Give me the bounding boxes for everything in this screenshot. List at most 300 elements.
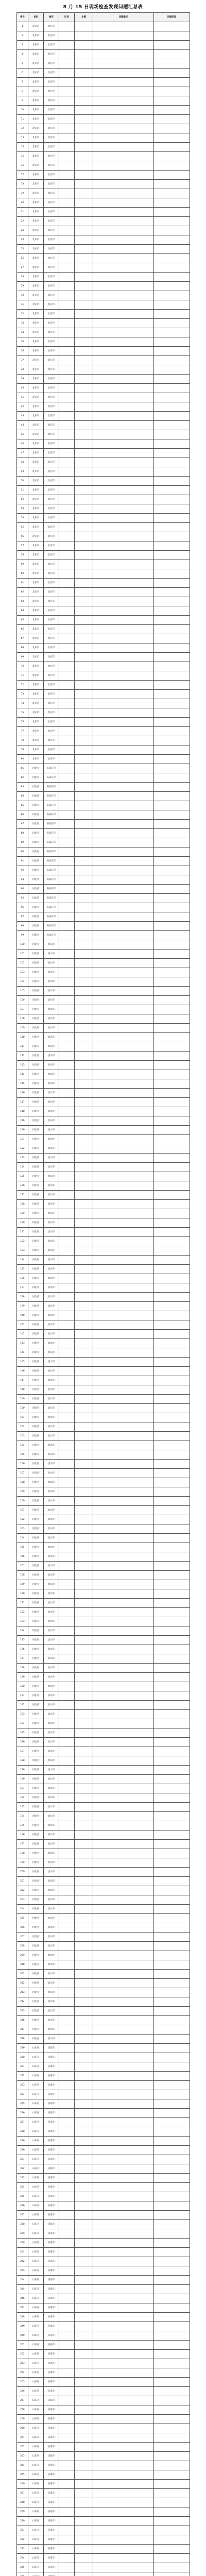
county-cell	[59, 143, 75, 152]
county-cell	[59, 2303, 75, 2313]
province-cell: 河北省	[28, 1636, 44, 1645]
province-cell: 河北省	[28, 1599, 44, 1608]
province-cell: 北京市	[28, 133, 44, 143]
town-cell	[75, 801, 93, 810]
city-cell: 北京市	[44, 337, 59, 347]
row-index-cell: 263	[17, 2452, 28, 2461]
town-cell	[75, 310, 93, 319]
table-row	[17, 1441, 190, 1450]
row-index-cell: 21	[17, 208, 28, 217]
row-index-cell: 265	[17, 2470, 28, 2480]
town-cell	[75, 2480, 93, 2489]
city-cell: 石家庄市	[44, 866, 59, 875]
table-row	[17, 755, 190, 764]
row-index-cell: 72	[17, 681, 28, 690]
county-cell	[59, 217, 75, 226]
province-cell	[28, 2572, 44, 2576]
issue-type-cell	[154, 940, 190, 950]
description-cell	[93, 875, 154, 885]
table-row	[17, 1163, 190, 1172]
row-index-cell: 30	[17, 291, 28, 300]
town-cell	[75, 727, 93, 736]
issue-type-cell	[154, 773, 190, 783]
issue-type-cell	[154, 1404, 190, 1413]
table-row	[17, 1691, 190, 1701]
province-cell: 河北省	[28, 1293, 44, 1302]
province-cell: 山东省	[28, 2044, 44, 2053]
province-cell: 北京市	[28, 124, 44, 133]
county-cell	[59, 1163, 75, 1172]
city-cell: 济南市	[44, 2433, 59, 2443]
province-cell: 河北省	[28, 1821, 44, 1831]
description-cell	[93, 2572, 154, 2576]
row-index-cell: 104	[17, 977, 28, 987]
table-row	[17, 1775, 190, 1784]
row-index-cell: 163	[17, 1524, 28, 1534]
province-cell: 河北省	[28, 1070, 44, 1079]
description-cell	[93, 1766, 154, 1775]
town-cell	[75, 1562, 93, 1571]
province-cell: 河北省	[28, 792, 44, 801]
issue-type-cell	[154, 1181, 190, 1191]
issue-type-cell	[154, 2405, 190, 2415]
issue-type-cell	[154, 625, 190, 634]
city-cell: 唐山市	[44, 1172, 59, 1181]
town-cell	[75, 1784, 93, 1793]
table-row	[17, 2554, 190, 2563]
province-cell: 北京市	[28, 430, 44, 439]
table-row	[17, 1469, 190, 1478]
city-cell: 唐山市	[44, 1979, 59, 1988]
issue-type-cell	[154, 903, 190, 912]
town-cell	[75, 1283, 93, 1293]
town-cell	[75, 1070, 93, 1079]
county-cell	[59, 1228, 75, 1237]
province-cell: 北京市	[28, 263, 44, 273]
city-cell: 唐山市	[44, 1775, 59, 1784]
description-cell	[93, 857, 154, 866]
town-cell	[75, 1793, 93, 1803]
city-cell: 唐山市	[44, 1478, 59, 1487]
description-cell	[93, 1144, 154, 1154]
town-cell	[75, 1181, 93, 1191]
province-cell: 河北省	[28, 1256, 44, 1265]
province-cell: 河北省	[28, 922, 44, 931]
county-cell	[59, 653, 75, 662]
province-cell: 北京市	[28, 393, 44, 402]
county-cell	[59, 2572, 75, 2576]
county-cell	[59, 1098, 75, 1107]
province-cell: 北京市	[28, 198, 44, 208]
city-cell: 唐山市	[44, 968, 59, 977]
issue-type-cell	[154, 1988, 190, 1997]
row-index-cell: 14	[17, 143, 28, 152]
province-cell: 河北省	[28, 1089, 44, 1098]
city-cell: 唐山市	[44, 1265, 59, 1274]
table-row	[17, 402, 190, 412]
table-row	[17, 810, 190, 820]
description-cell	[93, 365, 154, 375]
town-cell	[75, 1812, 93, 1821]
issue-type-cell	[154, 310, 190, 319]
province-cell: 河北省	[28, 968, 44, 977]
table-row	[17, 579, 190, 588]
row-index-cell: 80	[17, 755, 28, 764]
town-cell	[75, 2359, 93, 2368]
county-cell	[59, 2220, 75, 2229]
province-cell: 河北省	[28, 1200, 44, 1209]
city-cell: 石家庄市	[44, 792, 59, 801]
description-cell	[93, 273, 154, 282]
issue-type-cell	[154, 810, 190, 820]
province-cell: 山东省	[28, 2220, 44, 2229]
issue-type-cell	[154, 263, 190, 273]
province-cell: 河北省	[28, 1775, 44, 1784]
table-row	[17, 2127, 190, 2137]
row-index-cell: 214	[17, 1997, 28, 2007]
issue-type-cell	[154, 1237, 190, 1246]
table-row	[17, 1283, 190, 1293]
table-row	[17, 903, 190, 912]
province-cell: 河北省	[28, 1469, 44, 1478]
table-row	[17, 1766, 190, 1775]
issue-type-cell	[154, 1831, 190, 1840]
town-cell	[75, 2498, 93, 2507]
description-cell	[93, 1478, 154, 1487]
province-cell: 河北省	[28, 1942, 44, 1951]
province-cell: 河北省	[28, 1246, 44, 1256]
county-cell	[59, 1701, 75, 1710]
description-cell	[93, 2322, 154, 2331]
province-cell: 山东省	[28, 2480, 44, 2489]
row-index-cell: 125	[17, 1172, 28, 1181]
table-row	[17, 1450, 190, 1460]
description-cell	[93, 2044, 154, 2053]
row-index-cell: 178	[17, 1664, 28, 1673]
county-cell	[59, 2137, 75, 2146]
issue-type-cell	[154, 1098, 190, 1107]
city-cell: 唐山市	[44, 1274, 59, 1283]
county-cell	[59, 2498, 75, 2507]
row-index-cell: 256	[17, 2387, 28, 2396]
province-cell: 河北省	[28, 1274, 44, 1283]
city-cell: 石家庄市	[44, 912, 59, 922]
table-row	[17, 1348, 190, 1358]
town-cell	[75, 226, 93, 235]
issue-type-cell	[154, 2378, 190, 2387]
city-cell: 济南市	[44, 2313, 59, 2322]
row-index-cell: 35	[17, 337, 28, 347]
row-index-cell: 132	[17, 1237, 28, 1246]
county-cell	[59, 198, 75, 208]
issue-type-cell	[154, 1803, 190, 1812]
description-cell	[93, 968, 154, 977]
city-cell: 北京市	[44, 625, 59, 634]
issue-type-cell	[154, 1246, 190, 1256]
town-cell	[75, 643, 93, 653]
table-row	[17, 1580, 190, 1589]
province-cell: 山东省	[28, 2489, 44, 2498]
city-cell: 唐山市	[44, 1293, 59, 1302]
city-cell: 济南市	[44, 2201, 59, 2211]
town-cell	[75, 1320, 93, 1330]
province-cell: 山东省	[28, 2229, 44, 2239]
province-cell: 河北省	[28, 912, 44, 922]
row-index-cell: 218	[17, 2035, 28, 2044]
table-row	[17, 1738, 190, 1747]
header-cell: 问题类型	[154, 13, 190, 22]
description-cell	[93, 2368, 154, 2378]
city-cell: 唐山市	[44, 996, 59, 1005]
row-index-cell: 32	[17, 310, 28, 319]
description-cell	[93, 1246, 154, 1256]
province-cell: 河北省	[28, 764, 44, 773]
province-cell: 河北省	[28, 1367, 44, 1376]
city-cell: 北京市	[44, 681, 59, 690]
table-row	[17, 838, 190, 848]
town-cell	[75, 1608, 93, 1617]
city-cell: 唐山市	[44, 1914, 59, 1923]
row-index-cell: 65	[17, 616, 28, 625]
table-row	[17, 2461, 190, 2470]
province-cell: 河北省	[28, 1923, 44, 1933]
city-cell: 北京市	[44, 115, 59, 124]
province-cell: 河北省	[28, 1747, 44, 1756]
row-index-cell: 228	[17, 2127, 28, 2137]
row-index-cell: 127	[17, 1191, 28, 1200]
city-cell: 唐山市	[44, 1960, 59, 1970]
row-index-cell: 4	[17, 50, 28, 59]
county-cell	[59, 1070, 75, 1079]
issue-type-cell	[154, 1664, 190, 1673]
description-cell	[93, 792, 154, 801]
province-cell: 河北省	[28, 1404, 44, 1413]
town-cell	[75, 189, 93, 198]
row-index-cell: 60	[17, 569, 28, 579]
description-cell	[93, 171, 154, 180]
table-row	[17, 922, 190, 931]
province-cell: 山东省	[28, 2443, 44, 2452]
province-cell: 北京市	[28, 384, 44, 393]
province-cell: 北京市	[28, 50, 44, 59]
town-cell	[75, 2452, 93, 2461]
county-cell	[59, 1293, 75, 1302]
town-cell	[75, 430, 93, 439]
province-cell: 山东省	[28, 2201, 44, 2211]
province-cell: 北京市	[28, 616, 44, 625]
description-cell	[93, 1719, 154, 1728]
town-cell	[75, 2007, 93, 2016]
issue-type-cell	[154, 2331, 190, 2341]
table-row	[17, 1728, 190, 1738]
issue-type-cell	[154, 1654, 190, 1664]
description-cell	[93, 2127, 154, 2137]
issue-type-cell	[154, 477, 190, 486]
table-row	[17, 1404, 190, 1413]
description-cell	[93, 217, 154, 226]
table-row	[17, 1460, 190, 1469]
description-cell	[93, 1302, 154, 1311]
description-cell	[93, 1413, 154, 1422]
description-cell	[93, 291, 154, 300]
province-cell: 河北省	[28, 1543, 44, 1552]
description-cell	[93, 681, 154, 690]
row-index-cell: 106	[17, 996, 28, 1005]
city-cell: 唐山市	[44, 1154, 59, 1163]
town-cell	[75, 1116, 93, 1126]
town-cell	[75, 2072, 93, 2081]
city-cell: 唐山市	[44, 1923, 59, 1933]
city-cell: 济南市	[44, 2424, 59, 2433]
town-cell	[75, 1960, 93, 1970]
city-cell: 唐山市	[44, 1246, 59, 1256]
city-cell: 济南市	[44, 2276, 59, 2285]
row-index-cell: 93	[17, 875, 28, 885]
county-cell	[59, 1905, 75, 1914]
issue-type-cell	[154, 848, 190, 857]
description-cell	[93, 2099, 154, 2109]
description-cell	[93, 940, 154, 950]
city-cell: 唐山市	[44, 1348, 59, 1358]
table-row	[17, 2044, 190, 2053]
province-cell: 河北省	[28, 1283, 44, 1293]
county-cell	[59, 412, 75, 421]
city-cell: 石家庄市	[44, 857, 59, 866]
issue-type-cell	[154, 1506, 190, 1515]
town-cell	[75, 2396, 93, 2405]
table-row	[17, 551, 190, 560]
city-cell: 北京市	[44, 319, 59, 328]
city-cell: 唐山市	[44, 950, 59, 959]
town-cell	[75, 1626, 93, 1636]
province-cell: 河北省	[28, 1385, 44, 1395]
issue-type-cell	[154, 2452, 190, 2461]
city-cell: 唐山市	[44, 959, 59, 968]
issue-type-cell	[154, 2220, 190, 2229]
table-row	[17, 263, 190, 273]
row-index-cell: 53	[17, 504, 28, 514]
description-cell	[93, 2396, 154, 2405]
issue-type-cell	[154, 968, 190, 977]
town-cell	[75, 1404, 93, 1413]
issue-type-cell	[154, 2099, 190, 2109]
row-index-cell: 244	[17, 2276, 28, 2285]
city-cell: 唐山市	[44, 2035, 59, 2044]
description-cell	[93, 1376, 154, 1385]
province-cell: 河北省	[28, 1719, 44, 1728]
description-cell	[93, 1970, 154, 1979]
county-cell	[59, 115, 75, 124]
province-cell: 河北省	[28, 1311, 44, 1320]
description-cell	[93, 1014, 154, 1024]
description-cell	[93, 1320, 154, 1330]
description-cell	[93, 2266, 154, 2276]
issue-type-cell	[154, 560, 190, 569]
row-index-cell: 168	[17, 1571, 28, 1580]
county-cell	[59, 449, 75, 458]
county-cell	[59, 616, 75, 625]
county-cell	[59, 1348, 75, 1358]
county-cell	[59, 1450, 75, 1460]
city-cell: 北京市	[44, 133, 59, 143]
province-cell: 河北省	[28, 1784, 44, 1793]
row-index-cell: 158	[17, 1478, 28, 1487]
town-cell	[75, 1172, 93, 1181]
row-index-cell: 255	[17, 2378, 28, 2387]
city-cell: 北京市	[44, 106, 59, 115]
town-cell	[75, 1979, 93, 1988]
row-index-cell: 145	[17, 1358, 28, 1367]
description-cell	[93, 1599, 154, 1608]
county-cell	[59, 987, 75, 996]
city-cell: 北京市	[44, 393, 59, 402]
issue-type-cell	[154, 894, 190, 903]
county-cell	[59, 597, 75, 606]
city-cell: 济南市	[44, 2183, 59, 2192]
town-cell	[75, 133, 93, 143]
row-index-cell: 187	[17, 1747, 28, 1756]
table-row	[17, 235, 190, 245]
issue-type-cell	[154, 1775, 190, 1784]
row-index-cell: 3	[17, 41, 28, 50]
town-cell	[75, 1895, 93, 1905]
town-cell	[75, 1024, 93, 1033]
issue-type-cell	[154, 2127, 190, 2137]
town-cell	[75, 1450, 93, 1460]
town-cell	[75, 69, 93, 78]
town-cell	[75, 1422, 93, 1432]
issue-type-cell	[154, 2183, 190, 2192]
province-cell: 北京市	[28, 96, 44, 106]
table-row	[17, 1710, 190, 1719]
city-cell: 北京市	[44, 69, 59, 78]
row-index-cell: 24	[17, 235, 28, 245]
table-row	[17, 217, 190, 226]
county-cell	[59, 551, 75, 560]
province-cell: 河北省	[28, 885, 44, 894]
town-cell	[75, 198, 93, 208]
description-cell	[93, 541, 154, 551]
description-cell	[93, 1497, 154, 1506]
issue-type-cell	[154, 1218, 190, 1228]
description-cell	[93, 1589, 154, 1599]
row-index-cell: 272	[17, 2535, 28, 2545]
county-cell	[59, 560, 75, 569]
description-cell	[93, 2433, 154, 2443]
city-cell: 北京市	[44, 569, 59, 579]
issue-type-cell	[154, 78, 190, 87]
city-cell: 唐山市	[44, 977, 59, 987]
table-row	[17, 1812, 190, 1821]
row-index-cell: 224	[17, 2090, 28, 2099]
row-index-cell: 135	[17, 1265, 28, 1274]
description-cell	[93, 1868, 154, 1877]
city-cell: 济南市	[44, 2155, 59, 2164]
county-cell	[59, 263, 75, 273]
row-index-cell: 36	[17, 347, 28, 356]
province-cell: 山东省	[28, 2507, 44, 2517]
province-cell: 山东省	[28, 2257, 44, 2266]
province-cell: 河北省	[28, 1506, 44, 1515]
description-cell	[93, 161, 154, 171]
province-cell: 河北省	[28, 1645, 44, 1654]
description-cell	[93, 1543, 154, 1552]
town-cell	[75, 1432, 93, 1441]
town-cell	[75, 606, 93, 616]
province-cell: 河北省	[28, 1673, 44, 1682]
description-cell	[93, 384, 154, 393]
town-cell	[75, 1524, 93, 1534]
